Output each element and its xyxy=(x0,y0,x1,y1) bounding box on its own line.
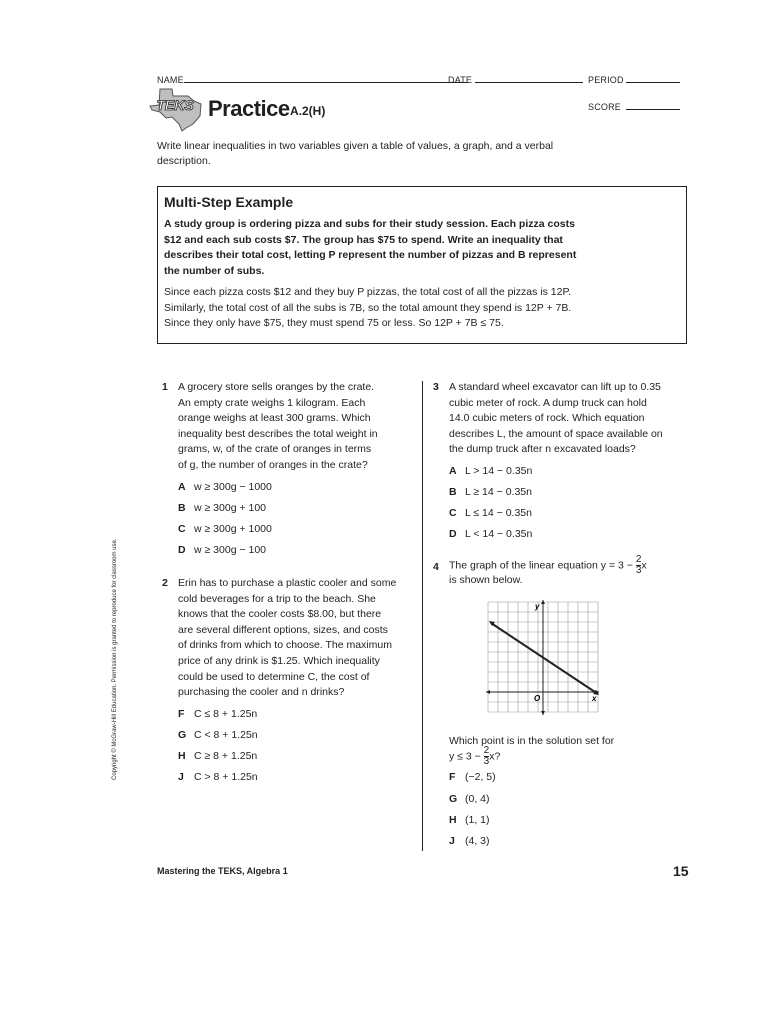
option-letter: F xyxy=(449,771,456,783)
example-problem-line: A study group is ordering pizza and subs for their study session. Each pizza costs xyxy=(164,218,575,230)
answer-option-g[interactable] xyxy=(449,793,490,805)
score-field[interactable] xyxy=(588,101,680,112)
question-number: 3 xyxy=(433,381,439,393)
option-letter: C xyxy=(178,523,186,535)
option-letter: H xyxy=(449,814,457,826)
option-text: C ≤ 8 + 1.25n xyxy=(194,708,258,720)
option-letter: G xyxy=(449,793,458,805)
question-line: of g, the number of oranges in the crate? xyxy=(178,458,368,471)
svg-text:TEKS: TEKS xyxy=(156,97,194,113)
answer-option-j[interactable] xyxy=(178,771,258,783)
coordinate-graph xyxy=(486,600,600,716)
question-line: purchasing the cooler and n drinks? xyxy=(178,686,345,699)
answer-option-d[interactable] xyxy=(449,528,532,540)
answer-option-j[interactable] xyxy=(449,835,490,847)
option-letter: J xyxy=(178,771,184,783)
question-text xyxy=(178,380,378,474)
question-4 xyxy=(433,555,703,591)
graph-svg xyxy=(486,600,600,716)
option-text: L > 14 − 0.35n xyxy=(465,465,533,477)
answer-option-h[interactable] xyxy=(178,750,257,762)
option-text: w ≥ 300g + 100 xyxy=(194,502,267,514)
question-line: price of any drink is $1.25. Which inequality xyxy=(178,654,380,667)
question-line: grams, w, of the crate of oranges in terms xyxy=(178,443,372,456)
question-line: The graph of the linear equation y = 3 − xyxy=(449,559,633,572)
name-label: NAME xyxy=(157,75,184,85)
question-4-followup xyxy=(449,734,689,767)
option-letter: B xyxy=(178,502,186,514)
question-text xyxy=(449,555,647,589)
question-line: A standard wheel excavator can lift up to 0.35 xyxy=(449,381,661,393)
question-line: x xyxy=(641,559,647,572)
option-letter: C xyxy=(449,507,457,519)
fraction-denominator: 3 xyxy=(635,565,642,576)
question-line: An empty crate weighs 1 kilogram. Each xyxy=(178,396,366,409)
teks-logo xyxy=(146,86,204,132)
answer-option-f[interactable] xyxy=(449,771,496,783)
option-letter: J xyxy=(449,835,455,847)
question-line: is shown below. xyxy=(449,574,523,586)
multi-step-example-box xyxy=(157,186,687,344)
name-field[interactable] xyxy=(157,74,468,85)
answer-option-c[interactable] xyxy=(178,523,272,535)
question-line: the dump truck after n excavated loads? xyxy=(449,443,636,456)
question-line: Which point is in the solution set for xyxy=(449,735,615,747)
answer-option-f[interactable] xyxy=(178,708,257,720)
period-label: PERIOD xyxy=(588,75,624,85)
example-problem-line: the number of subs. xyxy=(164,264,265,277)
example-solution-line: Since they only have $75, they must spend 75 or less. So 12P + 7B ≤ 75. xyxy=(164,317,504,329)
answer-option-d[interactable] xyxy=(178,544,266,556)
option-text: w ≥ 300g − 1000 xyxy=(194,481,272,493)
question-text xyxy=(449,380,663,458)
question-line: knows that the cooler costs $8.00, but there xyxy=(178,608,382,621)
example-solution xyxy=(164,285,676,332)
question-line: y ≤ 3 − xyxy=(449,749,481,762)
standard-code: A.2(H) xyxy=(290,104,326,118)
example-solution-line: Since each pizza costs $12 and they buy P pizzas, the total cost of all the pizzas is 12P. xyxy=(164,286,572,298)
period-field[interactable] xyxy=(588,74,680,85)
fraction-denominator: 3 xyxy=(483,755,490,767)
answer-option-c[interactable] xyxy=(449,507,532,519)
option-text: (−2, 5) xyxy=(465,771,496,783)
option-text: L ≥ 14 − 0.35n xyxy=(465,486,532,498)
question-2 xyxy=(162,576,412,702)
answer-option-b[interactable] xyxy=(449,486,532,498)
answer-option-g[interactable] xyxy=(178,729,258,741)
column-divider xyxy=(422,381,423,851)
question-number: 1 xyxy=(162,381,168,393)
option-text: (0, 4) xyxy=(465,793,490,805)
option-letter: D xyxy=(178,544,186,556)
question-line: describes L, the amount of space available on xyxy=(449,427,663,440)
option-letter: H xyxy=(178,750,186,762)
option-letter: F xyxy=(178,708,185,720)
fraction-numerator: 2 xyxy=(635,554,642,565)
option-letter: A xyxy=(178,481,186,493)
question-1 xyxy=(162,380,412,476)
question-line: 14.0 cubic meters of rock. Which equation xyxy=(449,412,645,425)
option-text: (1, 1) xyxy=(465,814,490,826)
option-text: L ≤ 14 − 0.35n xyxy=(465,507,532,519)
question-line: could be used to determine C, the cost of xyxy=(178,670,370,683)
option-text: C ≥ 8 + 1.25n xyxy=(194,750,258,762)
option-letter: A xyxy=(449,465,457,477)
answer-option-b[interactable] xyxy=(178,502,266,514)
answer-option-h[interactable] xyxy=(449,814,490,826)
question-line: cubic meter of rock. A dump truck can hold xyxy=(449,396,647,409)
question-line: cold beverages for a trip to the beach. She xyxy=(178,592,376,605)
answer-option-a[interactable] xyxy=(178,481,272,493)
intro-text: Write linear inequalities in two variables given a table of values, a graph, and a verbal description. xyxy=(157,140,554,167)
question-text xyxy=(178,576,396,701)
origin-label: O xyxy=(534,694,541,703)
question-number: 2 xyxy=(162,577,168,589)
option-letter: B xyxy=(449,486,457,498)
linear-equation-line xyxy=(491,623,598,694)
date-label: DATE xyxy=(448,75,473,85)
page-number: 15 xyxy=(673,863,689,879)
option-text: C < 8 + 1.25n xyxy=(194,729,258,741)
answer-option-a[interactable] xyxy=(449,465,532,477)
page-title: Practice xyxy=(208,96,290,121)
example-heading: Multi-Step Example xyxy=(164,194,294,210)
date-field[interactable] xyxy=(448,74,583,85)
question-line: of drinks from which to choose. The maximum xyxy=(178,639,392,652)
question-line: are several different options, sizes, and costs xyxy=(178,623,388,636)
score-label: SCORE xyxy=(588,102,622,112)
fraction-numerator: 2 xyxy=(483,744,490,756)
copyright-notice: Copyright © McGraw-Hill Education. Permission is granted to reproduce for classroom use. xyxy=(112,538,118,780)
option-text: C > 8 + 1.25n xyxy=(194,771,258,783)
question-line: Erin has to purchase a plastic cooler and some xyxy=(178,577,397,589)
option-text: w ≥ 300g + 1000 xyxy=(194,523,272,535)
example-solution-line: Similarly, the total cost of all the subs is 7B, so the total amount they spend is 12P + 7B. xyxy=(164,301,572,314)
example-problem-line: describes their total cost, letting P represent the number of pizzas and B represent xyxy=(164,249,577,261)
question-number: 4 xyxy=(433,561,439,573)
option-text: (4, 3) xyxy=(465,835,490,847)
question-line: orange weighs at least 300 grams. Which xyxy=(178,412,371,425)
x-axis-label: x xyxy=(592,694,597,703)
example-problem-line: $12 and each sub costs $7. The group has $75 to spend. Write an inequality that xyxy=(164,233,563,246)
question-3 xyxy=(433,380,693,460)
option-letter: G xyxy=(178,729,187,741)
y-axis-label: y xyxy=(535,602,540,611)
question-line: inequality best describes the total weight in xyxy=(178,427,378,440)
option-text: L < 14 − 0.35n xyxy=(465,528,533,540)
question-line: x? xyxy=(489,749,501,762)
footer-book-title: Mastering the TEKS, Algebra 1 xyxy=(157,866,288,876)
option-text: w ≥ 300g − 100 xyxy=(194,544,267,556)
example-problem xyxy=(164,217,676,279)
option-letter: D xyxy=(449,528,457,540)
question-line: A grocery store sells oranges by the crate. xyxy=(178,381,375,393)
